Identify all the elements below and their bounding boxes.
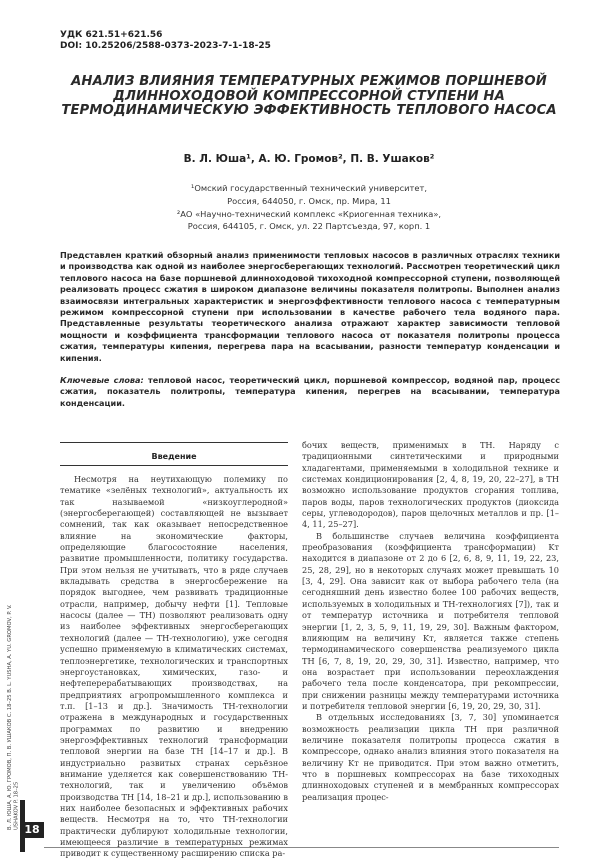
body-column-left	[60, 474, 288, 860]
body-column-right	[302, 440, 559, 803]
page-number: 18	[20, 822, 44, 838]
affiliations	[60, 182, 558, 233]
article-title: АНАЛИЗ ВЛИЯНИЯ ТЕМПЕРАТУРНЫХ РЕЖИМОВ ПОРШНЕВОЙ ДЛИННОХОДОВОЙ КОМПРЕССОРНОЙ СТУПЕНИ НА ТЕРМОДИНАМИЧЕСКУЮ ЭФФЕКТИВНОСТЬ ТЕПЛОВОГО НАСОСА	[61, 74, 557, 119]
paragraph: В отдельных исследованиях [3, 7, 30] упоминается возможность реализации цикла ТН при различной величине показателя политропы процесса сжатия в компрессоре, однако анализ влияния этого показателя на величину Kт не приводится. При этом важно отметить, что в поршневых компрессорах на базе тихоходных длинноходовых ступеней и в мембранных компрессорах реализация процес-	[302, 712, 559, 802]
side-running-head: В. Л. ЮША, А. Ю. ГРОМОВ, П. В. УШАКОВ С. 18–25 В. L. YUSHA, A. YU. GROMOV, P. V. USHAKOV P. 18–25	[7, 604, 20, 830]
paragraph: Несмотря на неутихающую полемику по тематике «зелёных технологий», актуальность их так называемой «низкоуглеродной» (энергосберегающей) составляющей не вызывает сомнений, так как оказывает непосредственное влияние на экономические факторы, определяющие благосостояние населения, развитие промышленности, политику государства. При этом нельзя не учитывать, что в ряде случаев вкладывать средства в энергосбережение на порядок выгоднее, чем развивать традиционные отрасли, например, добычу нефти [1]. Тепловые насосы (далее — ТН) позволяют реализовать одну из наиболее эффективных энергосберегающих технологий (далее — ТН-технологию), уже сегодня успешно применяемую в климатических системах, теплоэнергетике, технологических и транспортных энергоустановках, химических, газо- и нефтеперерабатывающих производствах, на предприятиях агропромышленного комплекса и т.п. [1–13 и др.]. Значимость ТН-технологии отражена в международных и государственных программах по развитию и внедрению энергоэффективных технологий трансформации тепловой энергии на базе ТН [14–17 и др.]. В индустриально развитых странах серьёзное внимание уделяется как совершенствованию ТН-технологий, так и увеличению объёмов производства ТН [14, 18–21 и др.], использованию в них наиболее безопасных и эффективных рабочих веществ. Несмотря на то, что ТН-технологии практически дублируют холодильные технологии, имеющееся различие в температурных режимах приводит к существенному расширению списка ра-	[60, 474, 288, 859]
authors: В. Л. Юша¹, А. Ю. Громов², П. В. Ушаков²	[183, 153, 435, 165]
keywords-text: тепловой насос, теоретический цикл, поршневой компрессор, водяной пар, процесс сжатия, показатель политропы, температура кипения, перегрев на всасывании, температура конденсации.	[60, 375, 560, 408]
affiliation-line: ²АО «Научно-технический комплекс «Криогенная техника»,	[176, 208, 442, 219]
keywords	[60, 375, 560, 409]
article-header	[60, 30, 271, 52]
paragraph: В большинстве случаев величина коэффициента преобразования (коэффициента трансформации) Kт находится в диапазоне от 2 до 6 [2, 6, 8, 9, 11, 19, 22, 23, 25, 28, 29], но в некоторых случаях может превышать 10 [3, 4, 29]. Она зависит как от выбора рабочего тела (на сегодняшний день известно более 100 рабочих веществ, используемых в холодильных и ТН-технологиях [7]), так и от температур источника и потребителя тепловой энергии [1, 2, 3, 5, 9, 11, 19, 29, 30]. Важным фактором, влияющим на величину Kт, является также степень термодинамического совершенства реализуемого цикла ТН [6, 7, 8, 19, 20, 29, 30, 31]. Известно, например, что она возрастает при использовании переохлаждения рабочего тела после конденсатора, при рекомпрессии, при снижении разницы между температурами источника и потребителя тепловой энергии [6, 19, 20, 29, 30, 31].	[302, 530, 559, 711]
bottom-rule	[44, 847, 559, 848]
affiliation-line: Россия, 644105, г. Омск, ул. 22 Партсъезда, 97, корп. 1	[187, 221, 431, 232]
section-rule-top	[60, 442, 288, 443]
keywords-label: Ключевые слова:	[60, 375, 144, 385]
abstract: Представлен краткий обзорный анализ применимости тепловых насосов в различных отраслях техники и производства как одной из наиболее энергосберегающих технологий. Рассмотрен теоретический цикл теплового насоса на базе поршневой длинноходовой тихоходной компрессорной ступени, позволяющей реализовать процесс сжатия в широком диапазоне величины показателя политропы. Выполнен анализ взаимосвязи интегральных характеристик и энергоэффективности теплового насоса с температурным режимом компрессорной ступени при использовании в качестве рабочего тела водяного пара. Представленные результаты теоретического анализа отражают характер зависимости тепловой мощности и коэффициента трансформации теплового насоса от показателя политропы процесса сжатия, температуры кипения, перегрева пара на всасывании, разности температур конденсации и кипения.	[60, 250, 560, 363]
doi: DOI: 10.25206/2588-0373-2023-7-1-18-25	[60, 41, 271, 51]
paragraph: бочих веществ, применимых в ТН. Наряду с традиционными синтетическими и природными хладагентами, применяемыми в холодильной технике и системах кондиционирования [2, 4, 8, 19, 20, 22–27], в ТН возможно использование продуктов сгорания топлива, паров воды, паров технологических продуктов (диоксида серы, углеводородов), паров щелочных металлов и пр. [1–4, 11, 25–27].	[302, 440, 559, 530]
affiliation-line: Россия, 644050, г. Омск, пр. Мира, 11	[227, 195, 391, 206]
intro-heading: Введение	[151, 452, 197, 461]
affiliation-line: ¹Омский государственный технический университет,	[191, 183, 427, 193]
section-rule-bottom	[60, 465, 288, 466]
udc-code: УДК 621.51+621.56	[60, 30, 163, 40]
